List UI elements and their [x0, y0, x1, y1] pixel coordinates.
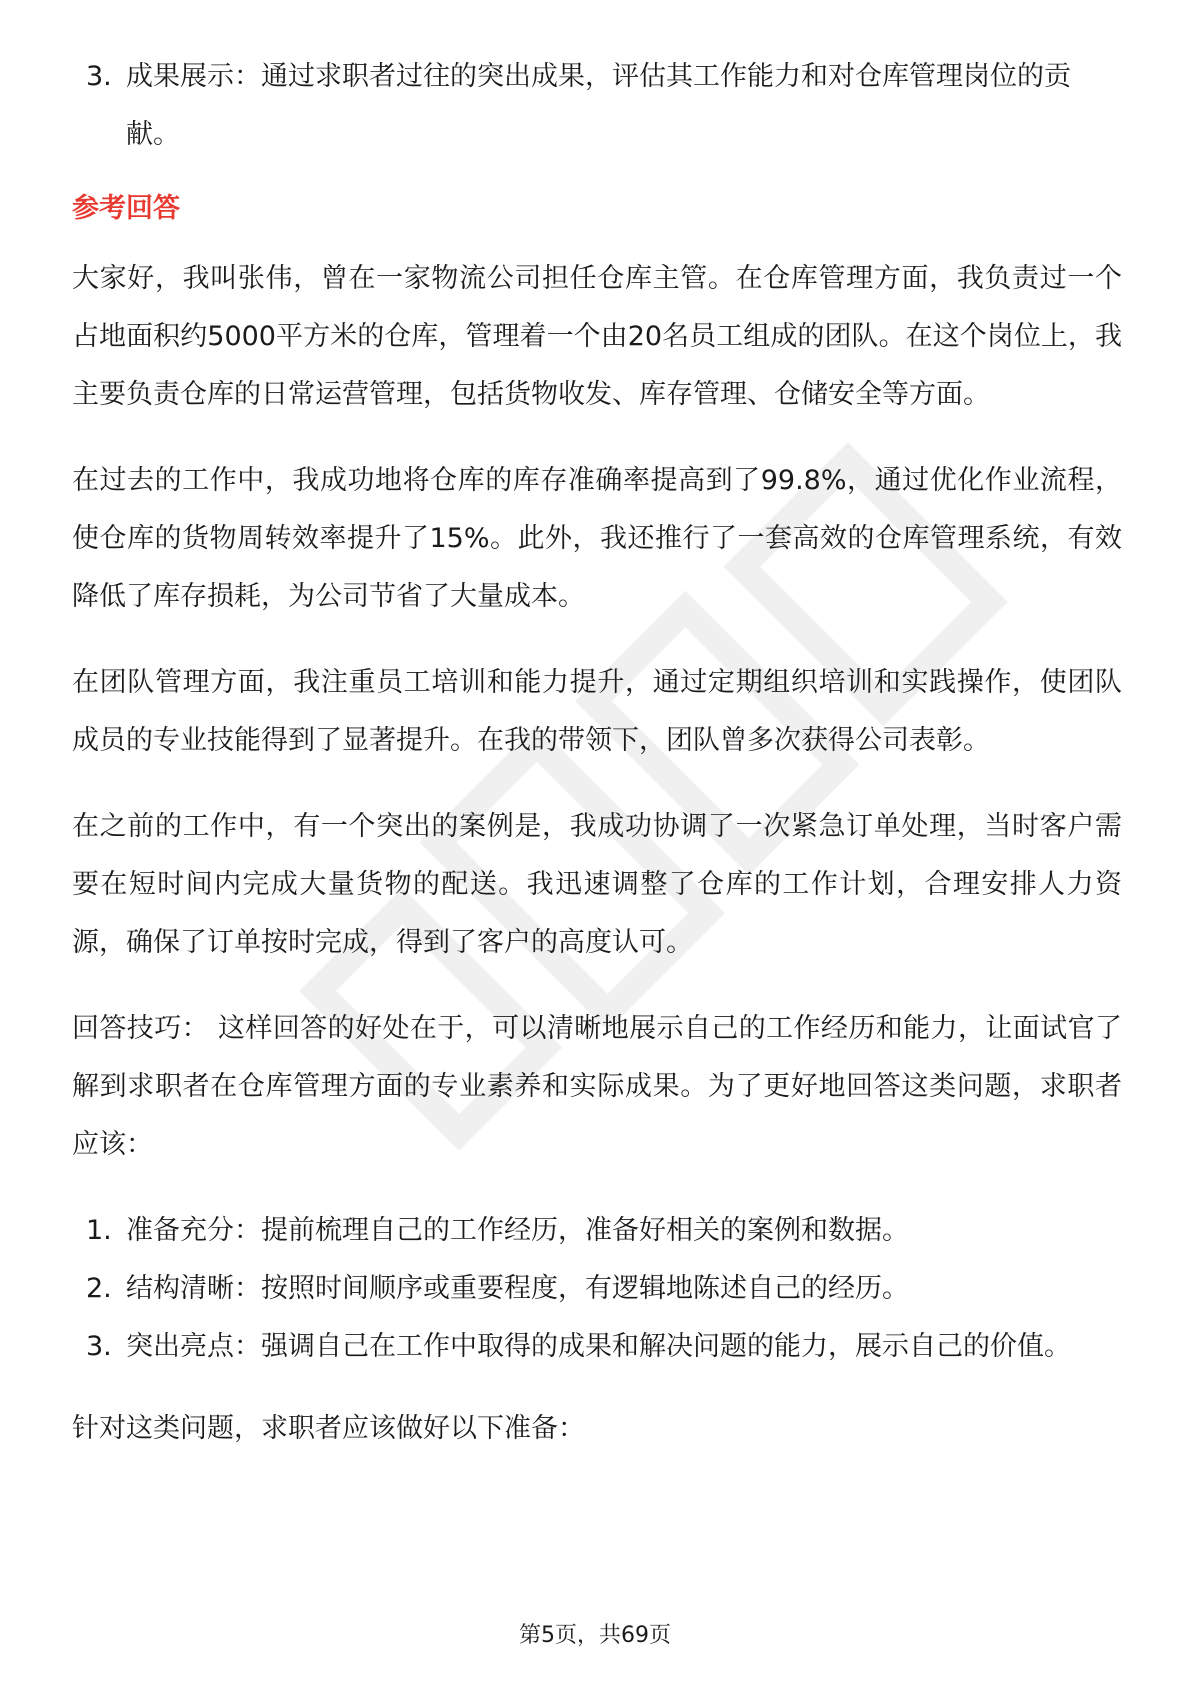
list-number: 2. — [86, 1273, 112, 1304]
paragraph-closing: 针对这类问题，求职者应该做好以下准备： — [72, 1413, 585, 1444]
paragraph-intro: 大家好，我叫张伟，曾在一家物流公司担任仓库主管。在仓库管理方面，我负责过一个占地面积约5000平方米的仓库，管理着一个由20名员工组成的团队。在这个岗位上，我主要负责仓库的日常运营管理，包括货物收发、库存管理、仓储安全等方面。 — [72, 263, 1122, 410]
list-text: 准备充分：提前梳理自己的工作经历，准备好相关的案例和数据。 — [126, 1215, 909, 1246]
list-number: 1. — [86, 1215, 112, 1246]
list-text: 结构清晰：按照时间顺序或重要程度，有逻辑地陈述自己的经历。 — [126, 1273, 909, 1304]
paragraph-team-management: 在团队管理方面，我注重员工培训和能力提升，通过定期组织培训和实践操作，使团队成员的专业技能得到了显著提升。在我的带领下，团队曾多次获得公司表彰。 — [72, 667, 1122, 756]
document-page — [72, 48, 1122, 1486]
paragraph-achievements: 在过去的工作中，我成功地将仓库的库存准确率提高到了99.8%，通过优化作业流程，使仓库的货物周转效率提升了15%。此外，我还推行了一套高效的仓库管理系统，有效降低了库存损耗，为公司节省了大量成本。 — [72, 465, 1122, 612]
list-item — [72, 1318, 1122, 1376]
list-number: 3. — [86, 61, 112, 92]
list-item — [72, 48, 1122, 164]
tips-list — [72, 1202, 1122, 1376]
list-text: 成果展示：通过求职者过往的突出成果，评估其工作能力和对仓库管理岗位的贡献。 — [126, 61, 1071, 150]
section-heading: 参考回答 — [72, 193, 180, 224]
list-number: 3. — [86, 1331, 112, 1362]
list-text: 突出亮点：强调自己在工作中取得的成果和解决问题的能力，展示自己的价值。 — [126, 1331, 1071, 1362]
paragraph-case: 在之前的工作中，有一个突出的案例是，我成功协调了一次紧急订单处理，当时客户需要在短时间内完成大量货物的配送。我迅速调整了仓库的工作计划，合理安排人力资源，确保了订单按时完成，得到了客户的高度认可。 — [72, 811, 1122, 958]
page-footer: 第5页，共69页 — [519, 1623, 671, 1648]
list-item — [72, 1260, 1122, 1318]
list-item — [72, 1202, 1122, 1260]
paragraph-tips: 回答技巧： 这样回答的好处在于，可以清晰地展示自己的工作经历和能力，让面试官了解到求职者在仓库管理方面的专业素养和实际成果。为了更好地回答这类问题，求职者应该： — [72, 1013, 1122, 1160]
